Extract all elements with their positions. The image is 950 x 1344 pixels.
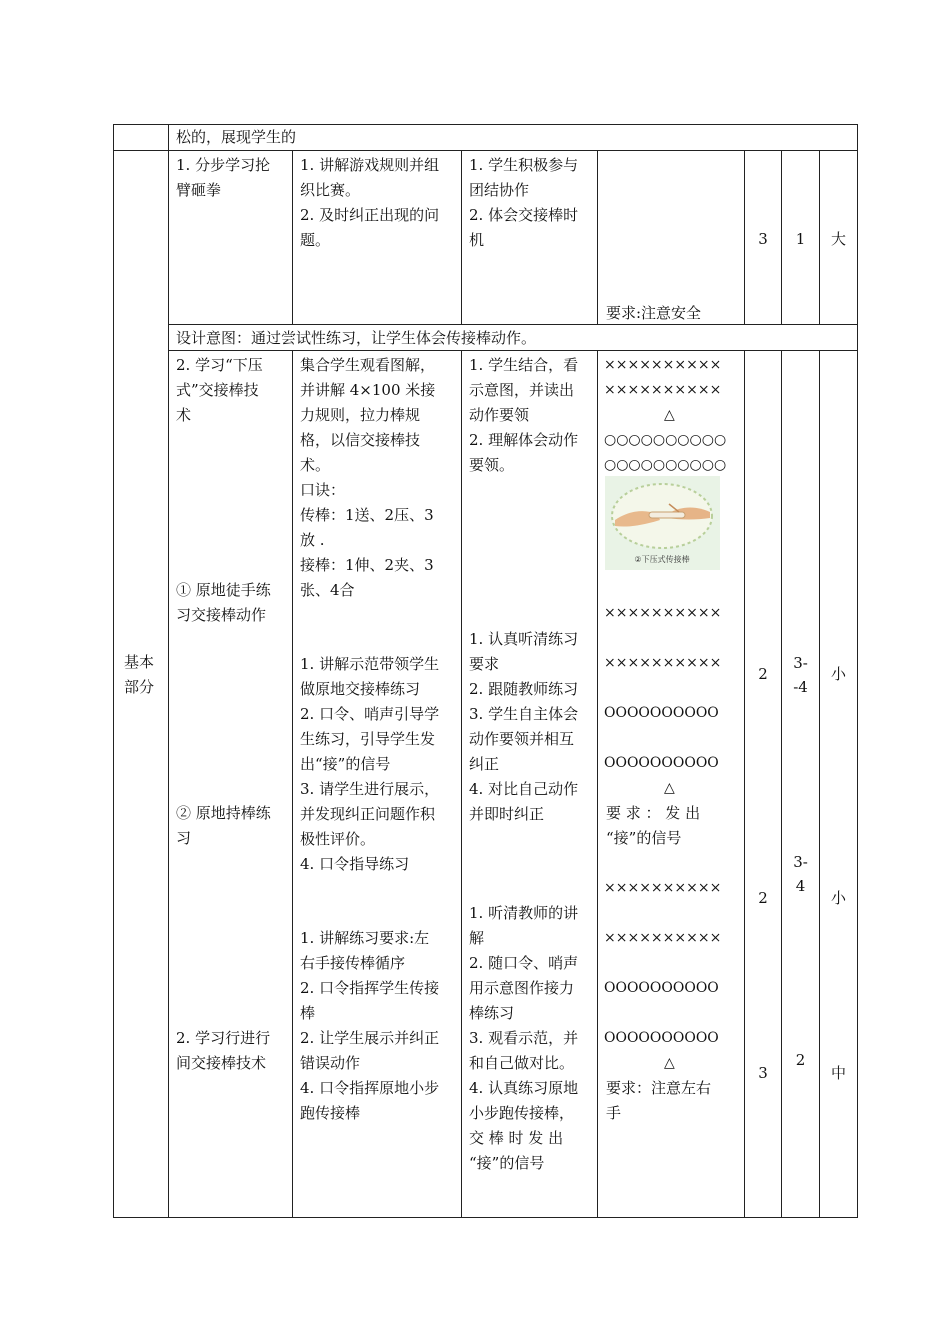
times-value: 2 <box>758 665 768 683</box>
content-line: 间交接棒技术 <box>176 1054 267 1072</box>
teacher-line: 2. 口令、哨声引导学 <box>300 705 440 723</box>
student-line: 2. 跟随教师练习 <box>469 680 579 698</box>
teacher-line: 集合学生观看图解， <box>300 356 436 374</box>
table-row-line <box>113 150 858 151</box>
formation-row-x: ×××××××××× <box>604 930 722 946</box>
content-line: 术 <box>176 406 192 424</box>
formation-row-x: ×××××××××× <box>604 382 722 398</box>
teacher-line: 2. 让学生展示并纠正 <box>300 1029 440 1047</box>
table-col-line <box>292 150 293 325</box>
formation-row-o: ○○○○○○○○○○ <box>604 432 727 448</box>
student-line: 棒练习 <box>469 1004 515 1022</box>
row0-text: 松的，展现学生的 <box>176 128 297 146</box>
teacher-line: 3. 请学生进行展示， <box>300 780 440 798</box>
table-col-line <box>168 124 169 1218</box>
table-row-line <box>168 324 858 325</box>
times-value: 3 <box>758 1064 768 1082</box>
table-col-line <box>819 350 820 1218</box>
row1-student-line: 1. 学生积极参与 <box>469 156 579 174</box>
table-col-line <box>292 350 293 1218</box>
table-col-line <box>597 350 598 1218</box>
student-line: “接”的信号 <box>469 1154 545 1172</box>
student-line: 示意图，并读出 <box>469 381 575 399</box>
content-line: 习交接棒动作 <box>176 606 267 624</box>
teacher-line: 1. 讲解练习要求:左 <box>300 929 430 947</box>
content-line: ① 原地徒手练 <box>176 581 271 599</box>
content-line: 2. 学习“下压 <box>176 356 263 374</box>
student-line: 解 <box>469 929 485 947</box>
teacher-line: 生练习，引导学生发 <box>300 730 436 748</box>
row1-teacher-line: 1. 讲解游戏规则并组 <box>300 156 440 174</box>
teacher-line: 术。 <box>300 456 331 474</box>
teacher-line: 4. 口令指挥原地小步 <box>300 1079 440 1097</box>
row1-time: 1 <box>795 230 806 248</box>
time-value: 3- <box>793 654 808 672</box>
formation-row-x: ×××××××××× <box>604 655 722 671</box>
illustration-caption: ②下压式传接棒 <box>634 555 690 564</box>
teacher-line: 放 . <box>300 531 325 549</box>
org-requirement-line: “接”的信号 <box>606 829 682 847</box>
formation-row-x: ×××××××××× <box>604 357 722 373</box>
org-requirement-line: 要求：注意左右 <box>606 1079 712 1097</box>
teacher-position: △ <box>664 780 675 796</box>
teacher-line: 跑传接棒 <box>300 1104 361 1122</box>
table-border-right <box>857 124 858 1218</box>
teacher-position: △ <box>664 407 675 423</box>
teacher-line: 力规则，拉力棒规 <box>300 406 421 424</box>
content-line: 2. 学习行进行 <box>176 1029 271 1047</box>
row1-intensity: 大 <box>830 230 846 248</box>
student-line: 纠正 <box>469 755 500 773</box>
student-line: 要领。 <box>469 456 515 474</box>
student-line: 和自己做对比。 <box>469 1054 575 1072</box>
table-col-line <box>781 350 782 1218</box>
formation-row-o: OOOOOOOOOO <box>604 980 719 996</box>
row1-org-requirement: 要求:注意安全 <box>606 304 702 322</box>
intensity-value: 小 <box>830 889 846 907</box>
formation-row-o: ○○○○○○○○○○ <box>604 457 727 473</box>
teacher-line: 棒 <box>300 1004 316 1022</box>
time-value: 3- <box>793 853 808 871</box>
teacher-line: 口诀： <box>300 481 346 499</box>
row1-content-line: 臂砸拳 <box>176 181 222 199</box>
table-col-line <box>461 150 462 325</box>
section-label-line: 部分 <box>124 678 155 696</box>
student-line: 要求 <box>469 655 500 673</box>
student-line: 交 棒 时 发 出 <box>469 1129 564 1147</box>
row1-student-line: 2. 体会交接棒时 <box>469 206 579 224</box>
table-col-line <box>461 350 462 1218</box>
row1-teacher-line: 题。 <box>300 231 331 249</box>
student-line: 用示意图作接力 <box>469 979 575 997</box>
formation-row-o: OOOOOOOOOO <box>604 1030 719 1046</box>
teacher-line: 1. 讲解示范带领学生 <box>300 655 440 673</box>
student-line: 1. 认真听清练习 <box>469 630 579 648</box>
teacher-line: 错误动作 <box>300 1054 361 1072</box>
student-line: 3. 学生自主体会 <box>469 705 579 723</box>
teacher-line: 并发现纠正问题作积 <box>300 805 436 823</box>
teacher-line: 张、4合 <box>300 581 355 599</box>
teacher-line: 出“接”的信号 <box>300 755 391 773</box>
student-line: 1. 学生结合，看 <box>469 356 579 374</box>
design-intent: 设计意图：通过尝试性练习，让学生体会传接棒动作。 <box>176 329 537 347</box>
teacher-line: 格，以信交接棒技 <box>300 431 421 449</box>
table-border-bottom <box>113 1217 858 1218</box>
org-requirement-line: 手 <box>606 1104 622 1122</box>
row1-content-line: 1. 分步学习抡 <box>176 156 271 174</box>
baton-pass-picture <box>605 476 720 570</box>
row1-teacher-line: 2. 及时纠正出现的问 <box>300 206 440 224</box>
content-line: 习 <box>176 829 192 847</box>
section-label-line: 基本 <box>124 653 155 671</box>
student-line: 并即时纠正 <box>469 805 545 823</box>
teacher-line: 传棒：1送、2压、3 <box>300 506 434 524</box>
student-line: 4. 认真练习原地 <box>469 1079 579 1097</box>
table-col-line <box>597 150 598 325</box>
student-line: 3. 观看示范，并 <box>469 1029 579 1047</box>
student-line: 2. 随口令、哨声 <box>469 954 579 972</box>
table-col-line <box>744 350 745 1218</box>
intensity-value: 中 <box>830 1064 846 1082</box>
time-value: 2 <box>795 1051 806 1069</box>
teacher-line: 极性评价。 <box>300 830 376 848</box>
formation-row-o: OOOOOOOOOO <box>604 705 719 721</box>
student-line: 2. 理解体会动作 <box>469 431 579 449</box>
teacher-line: 右手接传棒循序 <box>300 954 406 972</box>
teacher-line: 并讲解 4×100 米接 <box>300 381 436 399</box>
table-border-left <box>113 124 114 1218</box>
content-line: 式”交接棒技 <box>176 381 259 399</box>
row1-student-line: 团结协作 <box>469 181 530 199</box>
student-line: 动作要领 <box>469 406 530 424</box>
intensity-value: 小 <box>830 665 846 683</box>
student-line: 4. 对比自己动作 <box>469 780 579 798</box>
row1-times: 3 <box>758 230 768 248</box>
formation-row-x: ×××××××××× <box>604 605 722 621</box>
row1-teacher-line: 织比赛。 <box>300 181 361 199</box>
baton-pass-illustration <box>605 476 720 570</box>
times-value: 2 <box>758 889 768 907</box>
formation-row-o: OOOOOOOOOO <box>604 755 719 771</box>
student-line: 动作要领并相互 <box>469 730 575 748</box>
student-line: 小步跑传接棒， <box>469 1104 575 1122</box>
teacher-line: 4. 口令指导练习 <box>300 855 410 873</box>
org-requirement-line: 要 求 ： 发 出 <box>606 804 701 822</box>
teacher-position: △ <box>664 1055 675 1071</box>
teacher-line: 接棒：1伸、2夹、3 <box>300 556 434 574</box>
formation-row-x: ×××××××××× <box>604 880 722 896</box>
row1-student-line: 机 <box>469 231 485 249</box>
time-value: 4 <box>795 877 806 895</box>
content-line: ② 原地持棒练 <box>176 804 271 822</box>
time-value: -4 <box>793 678 808 696</box>
teacher-line: 2. 口令指挥学生传接 <box>300 979 440 997</box>
student-line: 1. 听清教师的讲 <box>469 904 579 922</box>
teacher-line: 做原地交接棒练习 <box>300 680 421 698</box>
